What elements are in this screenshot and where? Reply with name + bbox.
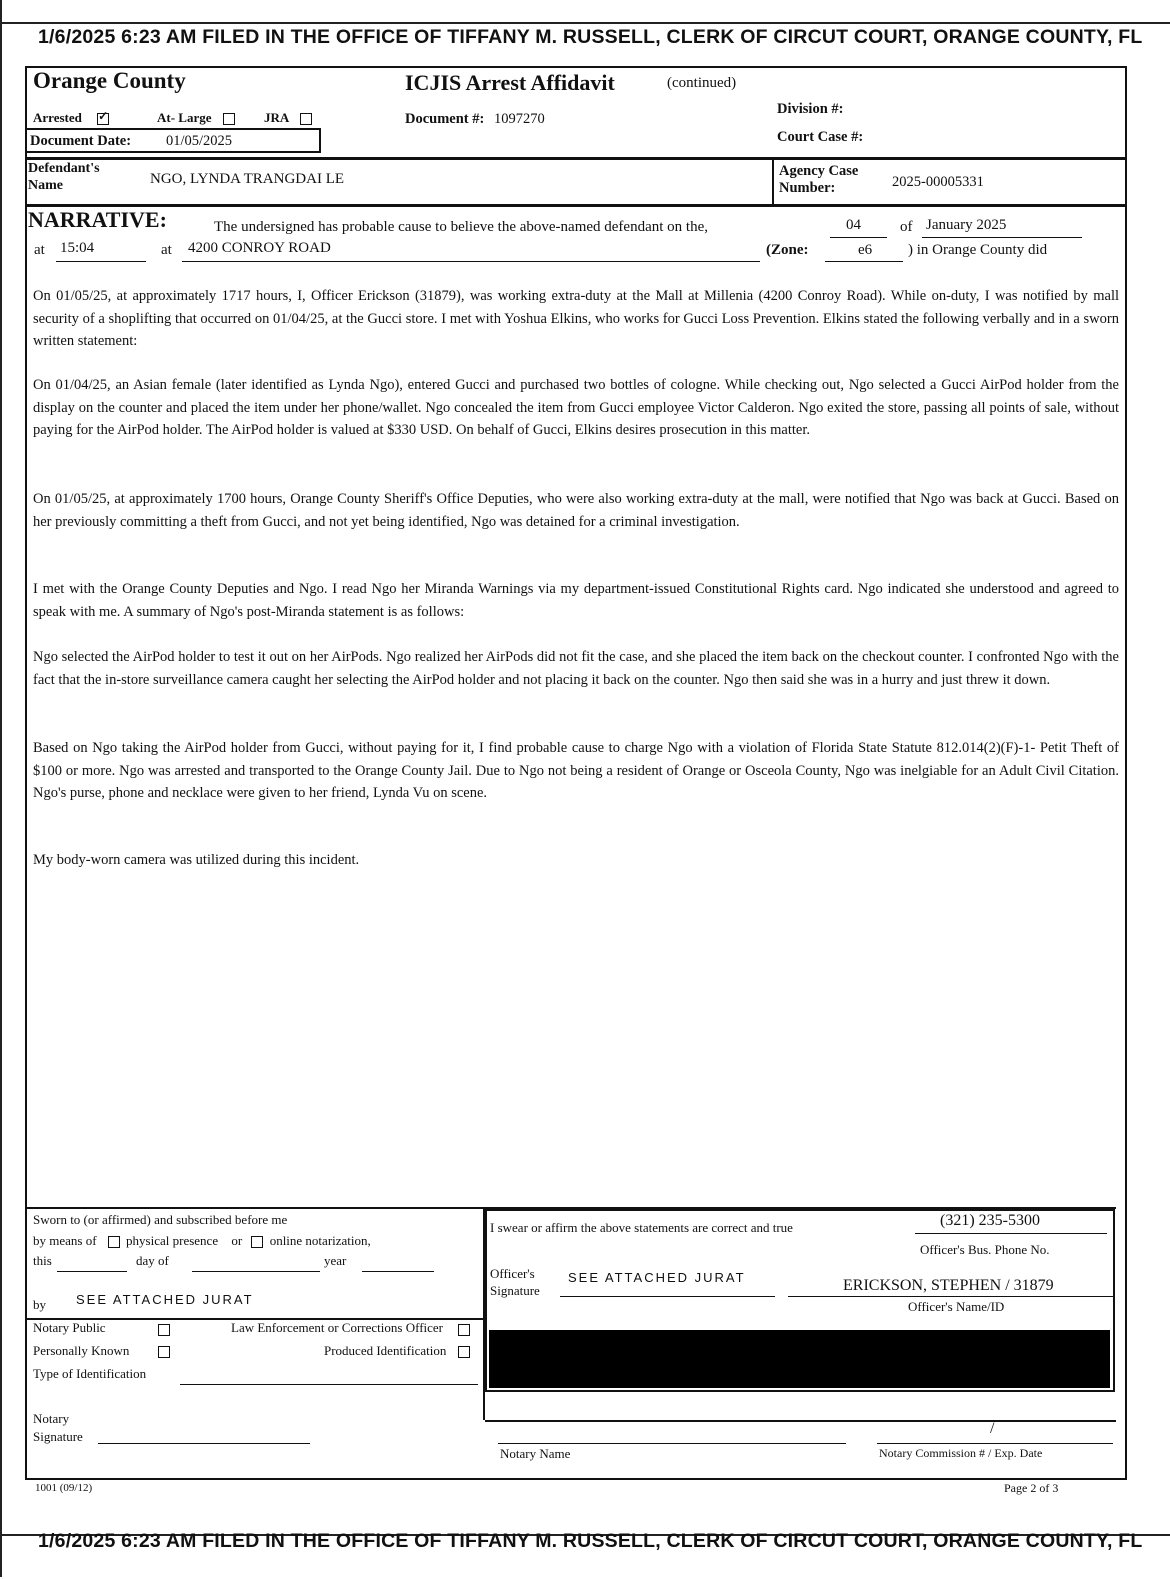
type-of-id-line — [180, 1384, 478, 1385]
at-large-label: At- Large — [157, 110, 212, 125]
at-large-checkbox[interactable] — [223, 113, 235, 125]
narrative-paragraph-2: On 01/04/25, an Asian female (later identified as Lynda Ngo), entered Gucci and purchased two bottles of cologne. While checking out, Ngo selected a Gucci AirPod holder from the display on the counter and placed the item under her phone/wallet. Ngo concealed the item from Gucci employee Victor Calderon. Ngo exited the store, passing all points of sale, without paying for the AirPod holder. The AirPod holder is valued at $330 USD. On behalf of Gucci, Elkins desires prosecution in this matter. — [33, 377, 1119, 439]
notary-commission-label: Notary Commission # / Exp. Date — [879, 1446, 1043, 1460]
notarization-means — [33, 1233, 371, 1249]
filing-stamp-bottom: 1/6/2025 6:23 AM FILED IN THE OFFICE OF TIFFANY M. RUSSELL, CLERK OF CIRCUT COURT, ORANGE COUNTY, FL — [38, 1530, 1143, 1552]
redaction-block — [489, 1330, 1110, 1388]
defendant-divider — [772, 157, 774, 205]
defendant-name-label — [28, 160, 100, 194]
division-label: Division #: — [777, 101, 844, 117]
commission-slash: / — [990, 1420, 995, 1437]
document-number-value: 1097270 — [493, 111, 545, 127]
online-notarization-checkbox[interactable] — [251, 1236, 263, 1248]
continued-label: (continued) — [667, 75, 737, 91]
notary-commission-line — [877, 1443, 1113, 1444]
arrested-option — [33, 110, 109, 126]
narrative-paragraph-1: On 01/05/25, at approximately 1717 hours, I, Officer Erickson (31879), was working extra-duty at the Mall at Millenia (4200 Conroy Road). While on-duty, I was notified by mall security of a shoplifting that occurred on 01/04/25, at the Gucci store. I met with Yoshua Elkins, who works for Gucci Loss Prevention. Elkins stated the following verbally and in a sworn written statement: — [33, 288, 1119, 350]
document-number-label: Document #: — [405, 111, 485, 127]
notary-public-label: Notary Public — [33, 1320, 106, 1335]
officer-name-id-label: Officer's Name/ID — [908, 1299, 1005, 1314]
form-title: ICJIS Arrest Affidavit — [405, 70, 615, 95]
type-of-id-label: Type of Identification — [33, 1366, 147, 1381]
this-label: this — [33, 1253, 52, 1268]
officer-signature-label — [490, 1265, 540, 1299]
narrative-paragraph-4: I met with the Orange County Deputies and Ngo. I read Ngo her Miranda Warnings via my department-issued Constitutional Rights card. Ngo indicated she understood and agreed to speak with me. A summary of Ngo's post-Miranda statement is as follows: — [33, 581, 1119, 620]
officer-phone-line — [915, 1233, 1107, 1234]
notary-public-checkbox[interactable] — [158, 1324, 170, 1336]
officer-sig-line2: Signature — [490, 1283, 540, 1298]
sworn-statement: Sworn to (or affirmed) and subscribed before me — [33, 1212, 288, 1227]
zone-label: (Zone: — [766, 242, 809, 258]
form-number: 1001 (09/12) — [35, 1482, 93, 1494]
document-date-label: Document Date: — [30, 133, 132, 149]
year-label: year — [324, 1253, 347, 1268]
agency-case-label — [779, 163, 858, 197]
narrative-intro: The undersigned has probable cause to believe the above-named defendant on the, — [214, 219, 708, 235]
by-means-of-label: by means of — [33, 1233, 97, 1248]
defendant-row-bottom — [26, 204, 1126, 207]
day-of-label: day of — [136, 1253, 169, 1268]
arrested-checkbox[interactable]: ✓ — [98, 109, 109, 124]
notary-sig-line1: Notary — [33, 1411, 70, 1426]
county-did: ) in Orange County did — [908, 242, 1048, 258]
notary-signature-line — [98, 1443, 310, 1444]
see-attached-jurat-left: SEE ATTACHED JURAT — [76, 1292, 254, 1307]
produced-id-checkbox[interactable] — [458, 1346, 470, 1358]
top-rule — [0, 22, 1170, 24]
offense-month-year: January 2025 — [926, 217, 1007, 233]
offense-month-line — [922, 237, 1082, 238]
notary-sig-line2: Signature — [33, 1429, 83, 1444]
notary-name-label: Notary Name — [500, 1446, 571, 1461]
notary-name-row-top — [485, 1420, 1116, 1422]
offense-time-line — [56, 261, 146, 262]
offense-time: 15:04 — [60, 240, 95, 256]
defendant-row-top — [26, 157, 1126, 160]
officer-sig-line1: Officer's — [490, 1266, 535, 1281]
notary-name-line — [498, 1443, 846, 1444]
online-notarization-label: online notarization, — [269, 1233, 371, 1248]
officer-phone-label: Officer's Bus. Phone No. — [920, 1242, 1050, 1257]
offense-day: 04 — [846, 217, 861, 233]
by-label: by — [33, 1297, 46, 1312]
this-day-line — [57, 1271, 127, 1272]
personally-known-checkbox[interactable] — [158, 1346, 170, 1358]
agency-case-number: 2025-00005331 — [892, 174, 984, 190]
jra-option — [264, 110, 312, 126]
officer-name-id: ERICKSON, STEPHEN / 31879 — [843, 1277, 1054, 1294]
narrative-paragraph-5: Ngo selected the AirPod holder to test it out on her AirPods. Ngo realized her AirPods did not fit the case, and she placed the item back on the checkout counter. I confronted Ngo with the fact that the in-store surveillance camera caught her selecting the AirPod holder and not placing it back on the counter. Ngo then said she was in a hurry and just threw it down. — [33, 649, 1119, 688]
county-name: Orange County — [33, 68, 186, 93]
year-line — [362, 1271, 434, 1272]
document-date-value: 01/05/2025 — [166, 133, 233, 149]
zone-value: e6 — [858, 242, 873, 258]
filing-stamp-top: 1/6/2025 6:23 AM FILED IN THE OFFICE OF TIFFANY M. RUSSELL, CLERK OF CIRCUT COURT, ORANGE COUNTY, FL — [38, 26, 1143, 48]
page-number: Page 2 of 3 — [1004, 1481, 1059, 1495]
at-label-time: at — [34, 242, 45, 258]
defendant-label-line1: Defendant's — [28, 161, 100, 176]
of-label: of — [900, 219, 913, 235]
narrative-heading: NARRATIVE: — [28, 207, 167, 232]
physical-presence-checkbox[interactable] — [108, 1236, 120, 1248]
officer-signature-line — [560, 1296, 775, 1297]
at-large-option — [157, 110, 235, 126]
swear-statement: I swear or affirm the above statements are correct and true — [490, 1220, 793, 1235]
arrested-label: Arrested — [33, 110, 82, 125]
offense-location-line — [182, 261, 760, 262]
produced-id-label: Produced Identification — [324, 1343, 447, 1358]
document-number-field — [405, 111, 545, 128]
notary-signature-label — [33, 1410, 83, 1446]
offense-day-line — [830, 237, 887, 238]
officer-phone: (321) 235-5300 — [940, 1212, 1040, 1229]
see-attached-jurat-right: SEE ATTACHED JURAT — [568, 1270, 746, 1285]
law-enforcement-label: Law Enforcement or Corrections Officer — [231, 1320, 444, 1335]
court-case-label: Court Case #: — [777, 129, 864, 145]
defendant-name: NGO, LYNDA TRANGDAI LE — [150, 171, 345, 187]
offense-location: 4200 CONROY ROAD — [188, 240, 331, 256]
or-label: or — [231, 1233, 243, 1248]
narrative-paragraph-7: My body-worn camera was utilized during this incident. — [33, 852, 360, 868]
jra-checkbox[interactable] — [300, 113, 312, 125]
physical-presence-label: physical presence — [126, 1233, 219, 1248]
zone-line — [825, 261, 903, 262]
officer-name-line — [788, 1296, 1114, 1297]
jra-label: JRA — [264, 110, 289, 125]
law-enforcement-checkbox[interactable] — [458, 1324, 470, 1336]
personally-known-label: Personally Known — [33, 1343, 130, 1358]
agency-case-label-line1: Agency Case — [779, 163, 859, 179]
month-line — [192, 1271, 320, 1272]
defendant-label-line2: Name — [28, 178, 63, 193]
narrative-paragraph-6: Based on Ngo taking the AirPod holder from Gucci, without paying for it, I find probable cause to charge Ngo with a violation of Florida State Statute 812.014(2)(F)-1- Petit Theft of $100 or more. Ngo was arrested and transported to the Orange County Jail. Due to Ngo not being a resident of Orange or Osceola County, Ngo was inelgiable for an Adult Civil Citation. Ngo's purse, phone and necklace were given to her friend, Lynda Vu on scene. — [33, 740, 1119, 802]
at-label-location: at — [161, 242, 172, 258]
narrative-paragraph-3: On 01/05/25, at approximately 1700 hours, Orange County Sheriff's Office Deputies, who were also working extra-duty at the mall, were notified that Ngo was back at Gucci. Based on her previously committing a theft from Gucci, and not yet being identified, Ngo was detained for a criminal investigation. — [33, 491, 1119, 530]
agency-case-label-line2: Number: — [779, 180, 836, 196]
